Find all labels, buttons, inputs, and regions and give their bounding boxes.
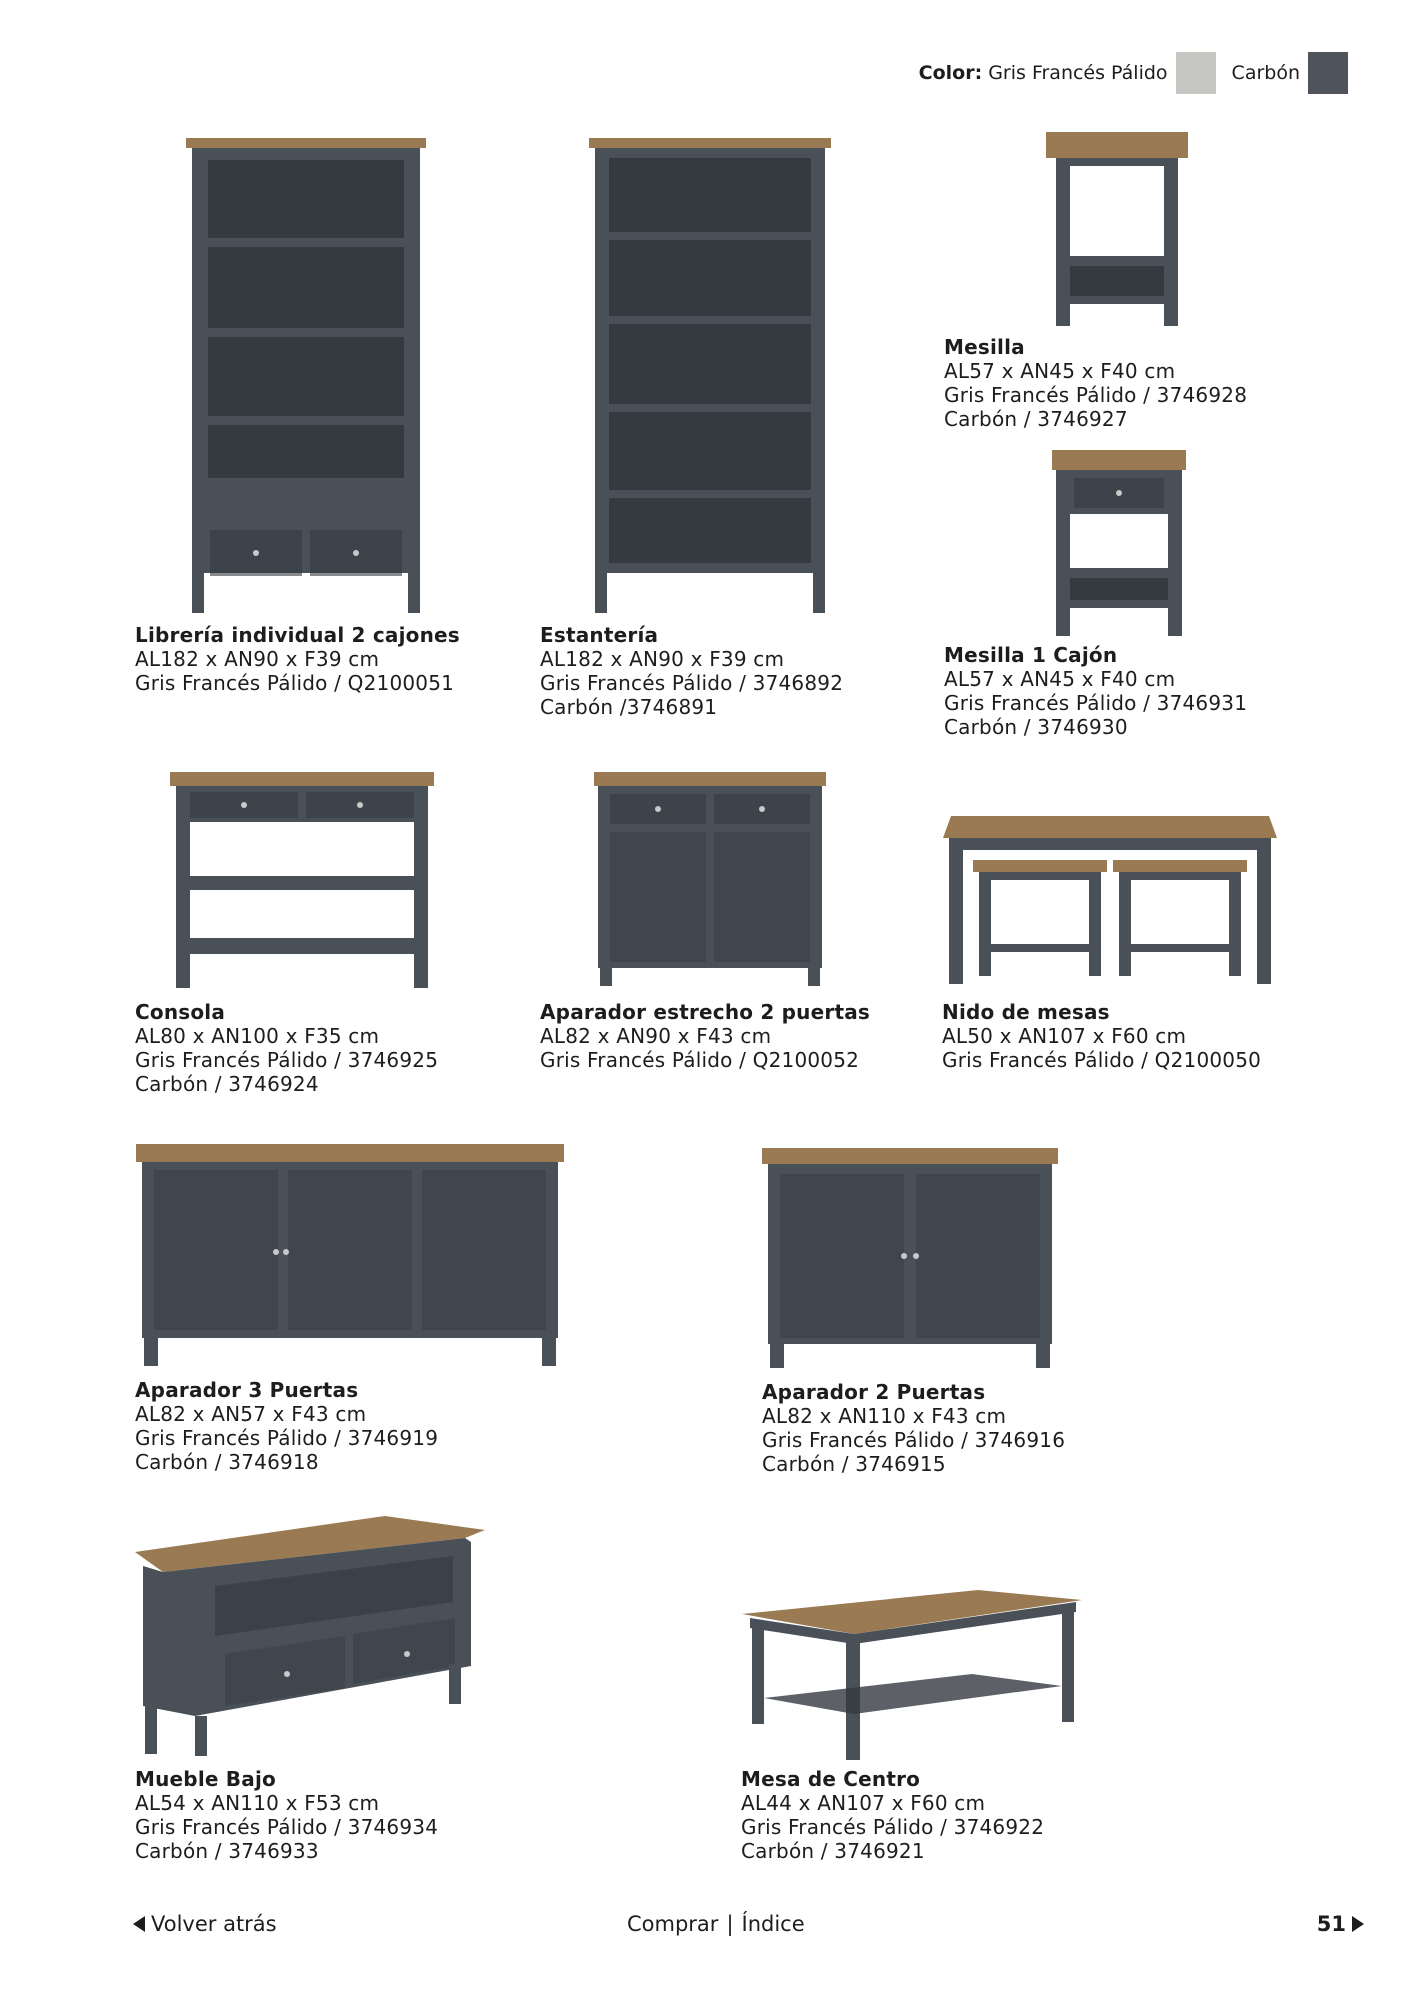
product-dimensions: AL182 x AN90 x F39 cm xyxy=(135,647,380,671)
product-ref: Gris Francés Pálido / Q2100052 xyxy=(540,1048,860,1072)
product-name: Mueble Bajo xyxy=(135,1767,276,1791)
mesa-centro-image xyxy=(742,1590,1082,1760)
color-option-carbon-label: Carbón xyxy=(1231,62,1300,84)
consola-image xyxy=(170,772,434,988)
product-ref: Carbón / 3746927 xyxy=(944,407,1128,431)
product-ref: Gris Francés Pálido / Q2100051 xyxy=(135,671,455,695)
product-dimensions: AL54 x AN110 x F53 cm xyxy=(135,1791,380,1815)
product-dimensions: AL50 x AN107 x F60 cm xyxy=(942,1024,1187,1048)
color-option-gris-label: Gris Francés Pálido xyxy=(988,62,1168,84)
color-swatch-gris xyxy=(1176,52,1216,94)
product-ref: Gris Francés Pálido / 3746916 xyxy=(762,1428,1066,1452)
product-ref: Gris Francés Pálido / 3746919 xyxy=(135,1426,439,1450)
estanteria-image xyxy=(589,138,831,613)
color-swatch-carbon xyxy=(1308,52,1348,94)
product-name: Estantería xyxy=(540,623,659,647)
product-name: Aparador 3 Puertas xyxy=(135,1378,359,1402)
product-name: Aparador 2 Puertas xyxy=(762,1380,986,1404)
mesilla-image xyxy=(1046,132,1188,326)
arrow-left-icon xyxy=(133,1916,145,1932)
aparador-estrecho-image xyxy=(594,772,826,986)
mueble-bajo-image xyxy=(135,1516,485,1756)
product-ref: Carbón / 3746915 xyxy=(762,1452,946,1476)
product-name: Aparador estrecho 2 puertas xyxy=(540,1000,871,1024)
product-ref: Gris Francés Pálido / Q2100050 xyxy=(942,1048,1262,1072)
product-ref: Gris Francés Pálido / 3746892 xyxy=(540,671,844,695)
product-name: Librería individual 2 cajones xyxy=(135,623,460,647)
product-name: Mesa de Centro xyxy=(741,1767,921,1791)
product-ref: Carbón / 3746930 xyxy=(944,715,1128,739)
footer-separator: | xyxy=(726,1912,734,1936)
back-label: Volver atrás xyxy=(151,1912,277,1936)
product-dimensions: AL57 x AN45 x F40 cm xyxy=(944,667,1176,691)
index-link[interactable]: Índice xyxy=(741,1912,805,1936)
aparador-3-puertas-image xyxy=(136,1144,564,1366)
product-ref: Carbón /3746891 xyxy=(540,695,718,719)
color-legend-label: Color: xyxy=(918,62,983,84)
product-name: Consola xyxy=(135,1000,226,1024)
product-dimensions: AL44 x AN107 x F60 cm xyxy=(741,1791,986,1815)
product-dimensions: AL82 x AN57 x F43 cm xyxy=(135,1402,367,1426)
product-name: Nido de mesas xyxy=(942,1000,1110,1024)
back-link[interactable] xyxy=(133,1912,277,1936)
color-legend xyxy=(919,52,1348,94)
product-ref: Carbón / 3746918 xyxy=(135,1450,319,1474)
product-name: Mesilla 1 Cajón xyxy=(944,643,1118,667)
product-dimensions: AL82 x AN110 x F43 cm xyxy=(762,1404,1007,1428)
product-dimensions: AL182 x AN90 x F39 cm xyxy=(540,647,785,671)
product-dimensions: AL57 x AN45 x F40 cm xyxy=(944,359,1176,383)
product-ref: Gris Francés Pálido / 3746922 xyxy=(741,1815,1045,1839)
footer-nav xyxy=(627,1912,805,1936)
product-dimensions: AL82 x AN90 x F43 cm xyxy=(540,1024,772,1048)
product-ref: Carbón / 3746933 xyxy=(135,1839,319,1863)
buy-link[interactable]: Comprar xyxy=(627,1912,719,1936)
arrow-right-icon[interactable] xyxy=(1352,1916,1364,1932)
page-number-label: 51 xyxy=(1316,1912,1346,1936)
product-ref: Gris Francés Pálido / 3746931 xyxy=(944,691,1248,715)
mesilla-cajon-image xyxy=(1052,450,1186,636)
product-ref: Carbón / 3746924 xyxy=(135,1072,319,1096)
page-number xyxy=(1317,1912,1364,1936)
product-name: Mesilla xyxy=(944,335,1025,359)
product-ref: Gris Francés Pálido / 3746925 xyxy=(135,1048,439,1072)
product-dimensions: AL80 x AN100 x F35 cm xyxy=(135,1024,380,1048)
nido-mesas-image xyxy=(943,816,1277,984)
footer xyxy=(0,1912,1414,1942)
aparador-2-puertas-image xyxy=(762,1148,1058,1368)
product-ref: Gris Francés Pálido / 3746928 xyxy=(944,383,1248,407)
product-ref: Carbón / 3746921 xyxy=(741,1839,925,1863)
libreria-image xyxy=(186,138,426,613)
product-ref: Gris Francés Pálido / 3746934 xyxy=(135,1815,439,1839)
